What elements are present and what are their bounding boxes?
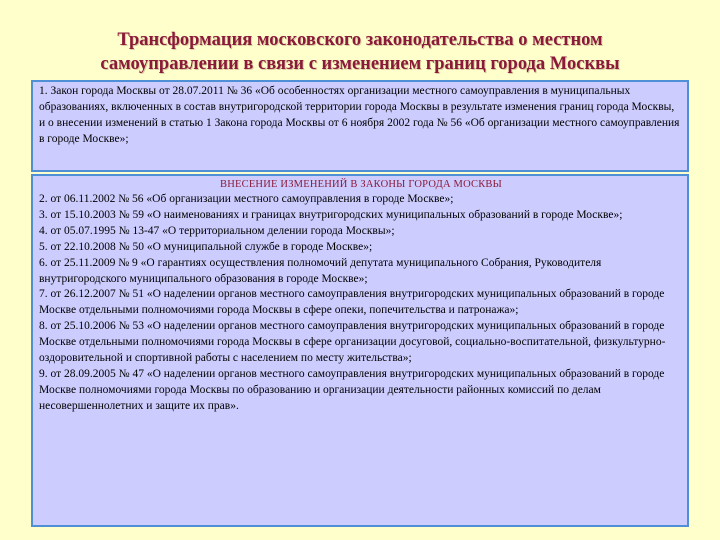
list-item: 5. от 22.10.2008 № 50 «О муниципальной службе в городе Москве»; [39,240,373,253]
title-line-2: самоуправлении в связи с изменением границ города Москвы [100,54,620,74]
list-item: 3. от 15.10.2003 № 59 «О наименованиях и границах внутригородских муниципальных образований в городе Москве»; [39,208,623,221]
list-item: 4. от 05.07.1995 № 13-47 «О территориальном делении города Москвы»; [39,224,395,237]
list-item: 6. от 25.11.2009 № 9 «О гарантиях осуществления полномочий депутата муниципального Собрания, Руководителя внутригородского муниципального образования в городе Москве»; [39,256,602,285]
list-item: 7. от 26.12.2007 № 51 «О наделении органов местного самоуправления внутригородских муниципальных образований в городе Москве отдельными полномочиями города Москвы в сфере опеки, попечительства и патронажа»; [39,288,665,317]
title-line-1: Трансформация московского законодательства о местном [117,30,603,50]
list-item: 9. от 28.09.2005 № 47 «О наделении органов местного самоуправления внутригородских муниципальных образований в городе Москве полномочиями города Москвы по образованию и организации деятельности районных комиссий по делам несовершеннолетних и защите их прав». [39,367,665,412]
list-item: 8. от 25.10.2006 № 53 «О наделении органов местного самоуправления внутригородских муниципальных образований в городе Москве отдельными полномочиями города Москвы в сфере организации досуговой, социально-воспитательной, физкультурно-оздоровительной и спортивной работы с населением по месту жительства»; [39,320,666,365]
list-item-1: 1. Закон города Москвы от 28.07.2011 № 36 «Об особенностях организации местного самоуправления в муниципальных образованиях, включенных в состав внутригородской территории города Москвы в результате изменения границ города Москвы, и о внесении изменений в статью 1 Закона города Москвы от 6 ноября 2002 года № 56 «Об организации местного самоуправления в городе Москве»; [39,85,680,145]
amendments-box [31,174,689,527]
section-heading: ВНЕСЕНИЕ ИЗМЕНЕНИЙ В ЗАКОНЫ ГОРОДА МОСКВЫ [220,179,502,190]
list-item: 2. от 06.11.2002 № 56 «Об организации местного самоуправления в городе Москве»; [39,193,454,205]
slide-title [20,28,700,76]
law-2011-box [31,80,689,172]
